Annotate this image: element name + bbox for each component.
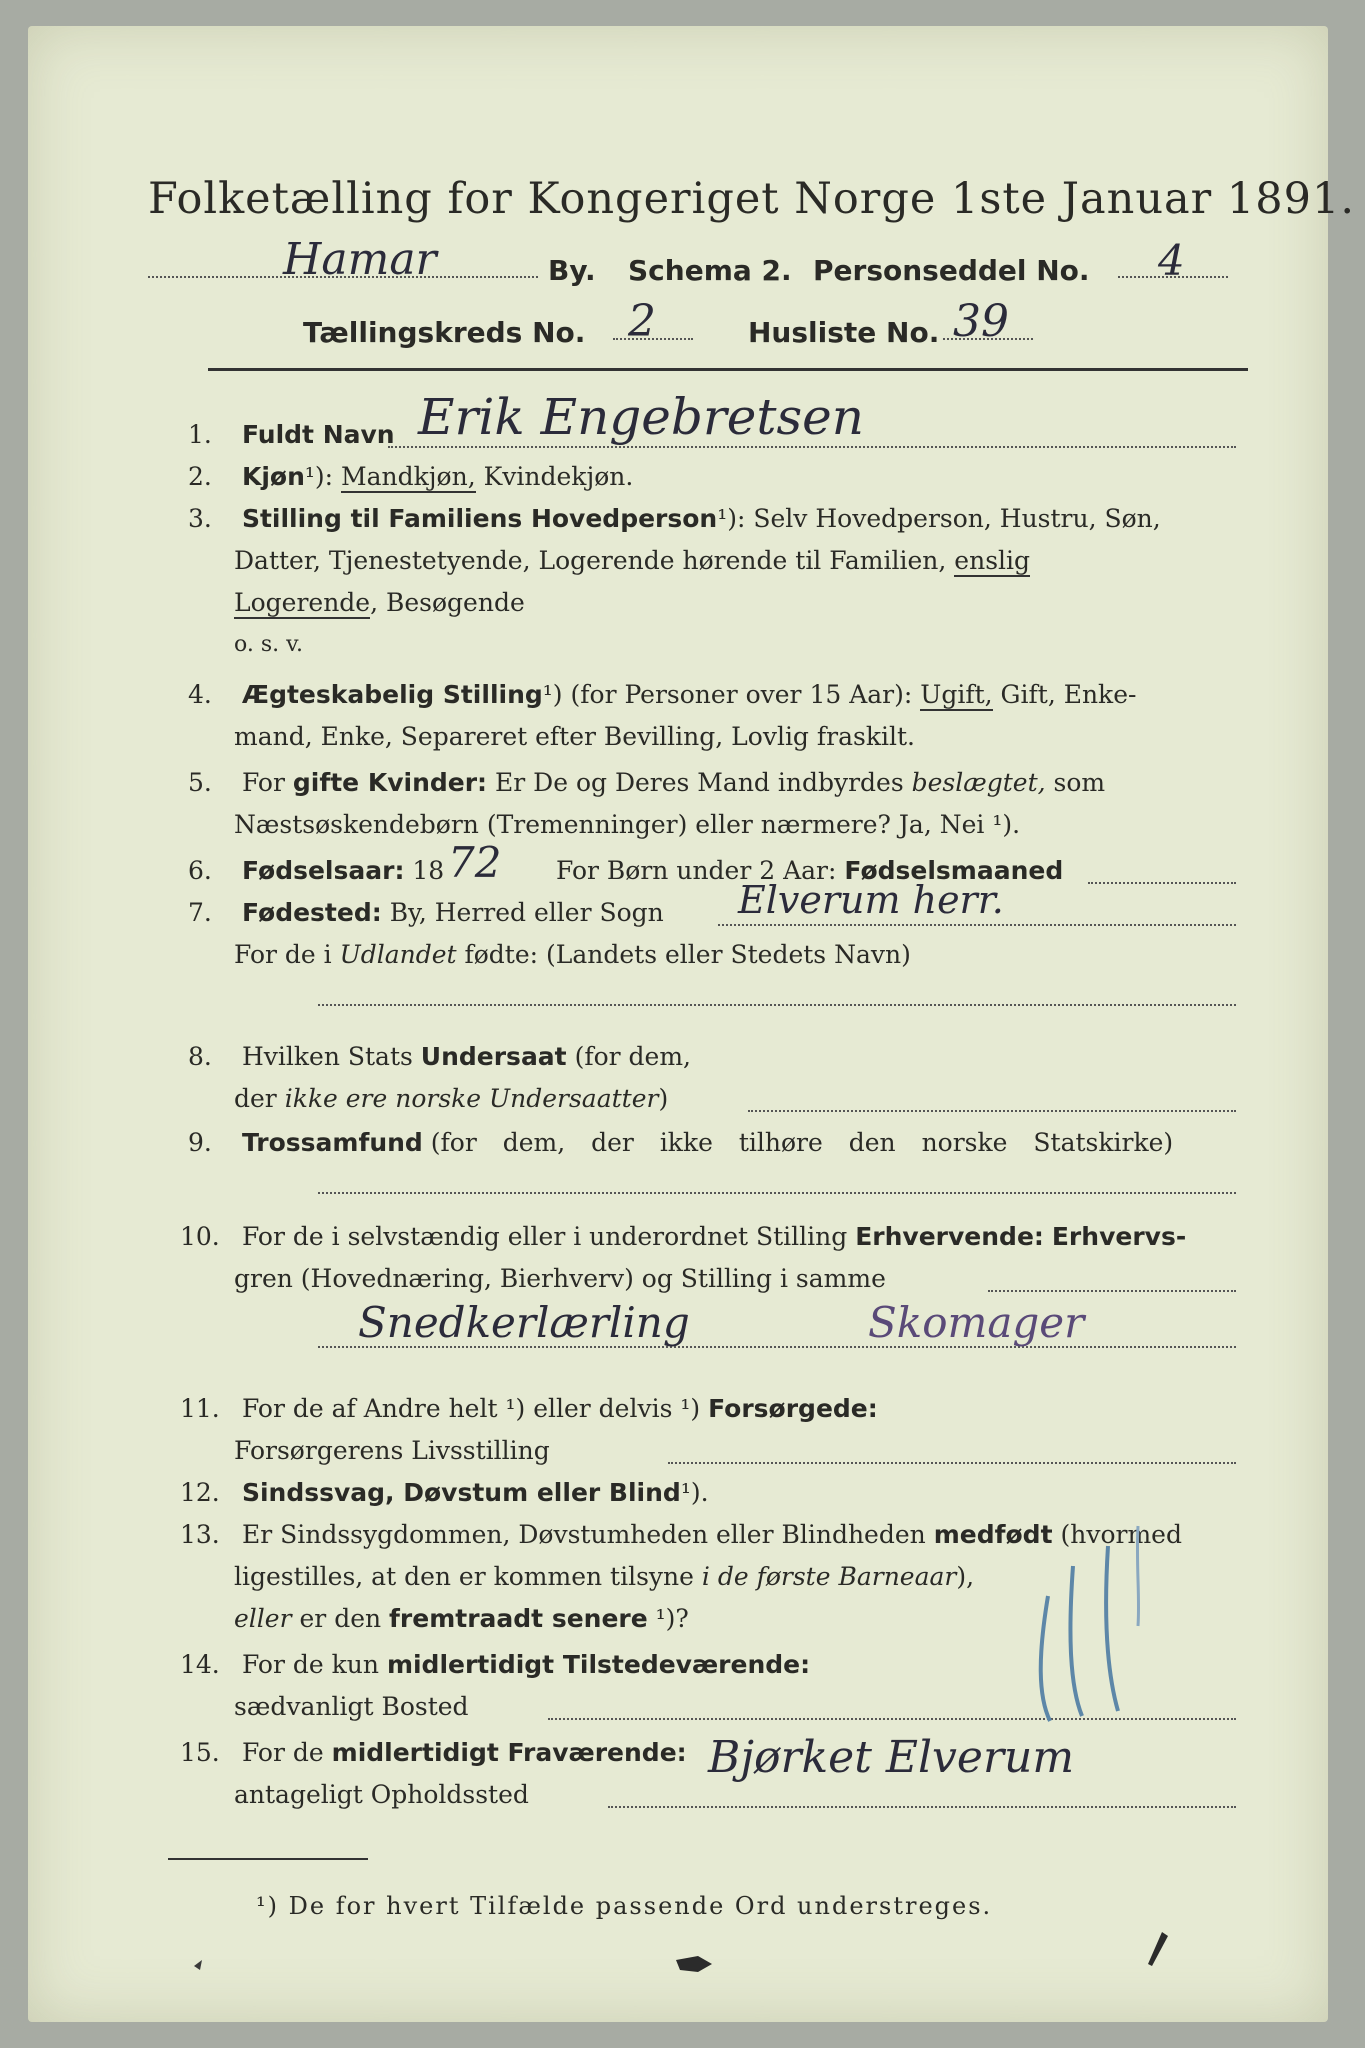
- item-number: 1.: [188, 420, 212, 449]
- item-5-line-2: Næstsøskendebørn (Tremenninger) eller nærmere? Ja, Nei ¹).: [234, 810, 1021, 839]
- occupation-handwritten: Snedkerlærling: [358, 1298, 690, 1347]
- by-label: By.: [548, 254, 596, 287]
- item-text: ),: [956, 1562, 975, 1591]
- item-label: Fødselsaar:: [241, 856, 405, 885]
- item-text: For de i: [234, 940, 332, 969]
- item-label: midlertidigt Fraværende:: [331, 1738, 687, 1767]
- item-2-sex: [188, 462, 633, 491]
- enslig-underlined: enslig: [954, 546, 1031, 575]
- item-11-dots: [668, 1454, 1236, 1464]
- footnote-text: ¹) De for hvert Tilfælde passende Ord understreges.: [256, 1892, 993, 1920]
- item-text: By, Herred eller Sogn: [389, 898, 664, 927]
- item-label: Stilling til Familiens Hovedperson: [241, 504, 718, 533]
- ink-speck: [668, 1946, 728, 1986]
- item-number: 3.: [188, 504, 212, 533]
- item-label: Undersaat: [420, 1042, 567, 1071]
- item-11-supported: [180, 1394, 878, 1423]
- logerende-underlined: Logerende: [234, 588, 371, 617]
- item-15-line-2: antageligt Opholdssted: [234, 1780, 529, 1809]
- husliste-label: Husliste No.: [748, 316, 940, 349]
- footnote-marker: ¹):: [717, 504, 746, 533]
- item-label: fremtraadt senere: [389, 1604, 648, 1633]
- birth-year-prefix: 18: [412, 856, 445, 885]
- item-14-temp-present: [180, 1650, 810, 1679]
- item-13-line-2: [234, 1562, 974, 1591]
- item-text: i de første Barneaar: [701, 1562, 957, 1591]
- item-14-line-2: sædvanligt Bosted: [234, 1692, 469, 1721]
- temp-residence-handwritten: Bjørket Elverum: [708, 1732, 1075, 1783]
- item-8-line-2: [234, 1084, 668, 1113]
- town-handwritten: Hamar: [283, 234, 437, 285]
- item-9-dots: [318, 1184, 1236, 1194]
- item-3-line-2: [234, 546, 1030, 575]
- item-text: ): [658, 1084, 669, 1113]
- item-text: beslægtet,: [911, 768, 1046, 797]
- birthplace-handwritten: Elverum herr.: [738, 878, 1004, 922]
- item-label: gifte Kvinder:: [292, 768, 488, 797]
- item-text: er den: [299, 1604, 382, 1633]
- item-text: eller: [234, 1604, 292, 1633]
- item-text: For de i selvstændig eller i underordnet Stilling: [241, 1222, 848, 1251]
- item-3-line-3: [234, 588, 525, 617]
- sex-option-male-underlined: Mandkjøn,: [341, 462, 476, 491]
- ink-speck-2: [1138, 1926, 1178, 1976]
- header-divider: [208, 368, 1248, 371]
- item-8-dots: [748, 1102, 1236, 1112]
- ink-speck-3: [188, 1952, 218, 1982]
- item-7-birthplace: [188, 898, 664, 927]
- item-3-line-4: o. s. v.: [234, 632, 303, 657]
- item-number: 11.: [180, 1394, 220, 1423]
- item-text: Udlandet: [339, 940, 457, 969]
- census-form-sheet: [28, 26, 1356, 2022]
- footnote-divider: [168, 1858, 368, 1860]
- item-15-dots: [608, 1798, 1236, 1808]
- personseddel-number: 4: [1158, 236, 1185, 285]
- occupation-correction-handwritten: Skomager: [868, 1298, 1085, 1347]
- item-text: (for dem, der ikke tilhøre den norske Statskirke): [430, 1128, 1174, 1157]
- item-text: Selv Hovedperson, Hustru, Søn,: [753, 504, 1161, 533]
- item-9-religion: [188, 1128, 1173, 1157]
- footnote-marker: ¹): [542, 680, 563, 709]
- item-10-occupation: [180, 1222, 1186, 1251]
- item-7-line-2: [234, 940, 911, 969]
- item-number: 6.: [188, 856, 212, 885]
- item-text: Gift, Enke-: [1000, 680, 1137, 709]
- item-text: For: [241, 768, 285, 797]
- item-number: 2.: [188, 462, 212, 491]
- item-number: 13.: [180, 1520, 220, 1549]
- item-number: 9.: [188, 1128, 212, 1157]
- item-text: For de kun: [241, 1650, 379, 1679]
- item-label: Fuldt Navn: [241, 420, 395, 449]
- item-4-line-2: mand, Enke, Separeret efter Bevilling, Lovlig fraskilt.: [234, 722, 915, 751]
- footnote-marker: ¹).: [680, 1478, 709, 1507]
- item-number: 10.: [180, 1222, 220, 1251]
- item-text: Datter, Tjenestetyende, Logerende hørende til Familien,: [234, 546, 947, 575]
- item-number: 14.: [180, 1650, 220, 1679]
- form-title: Folketælling for Kongeriget Norge 1ste Januar 1891.: [148, 174, 1356, 224]
- item-label: Fødested:: [241, 898, 382, 927]
- item-number: 8.: [188, 1042, 212, 1071]
- footnote-marker: ¹)?: [655, 1604, 689, 1633]
- header-kreds-line: [303, 296, 1203, 356]
- item-number: 7.: [188, 898, 212, 927]
- sex-option-female: Kvindekjøn.: [483, 462, 634, 491]
- item-label: medfødt: [933, 1520, 1053, 1549]
- item-text: Er De og Deres Mand indbyrdes: [495, 768, 904, 797]
- item-text: For de: [241, 1738, 324, 1767]
- item-label: Ægteskabelig Stilling: [241, 680, 543, 709]
- item-label: Fødselsmaaned: [844, 856, 1064, 885]
- item-10-line-2: gren (Hovednæring, Bierhverv) og Stilling i samme: [234, 1264, 886, 1293]
- personseddel-label: Personseddel No.: [813, 254, 1090, 287]
- header-town-line: [148, 234, 1248, 292]
- item-text: der: [234, 1084, 277, 1113]
- item-text: som: [1053, 768, 1106, 797]
- taellingskreds-label: Tællingskreds No.: [303, 316, 586, 349]
- item-label: Kjøn: [241, 462, 305, 491]
- item-15-temp-absent: [180, 1738, 687, 1767]
- husliste-number: 39: [953, 296, 1009, 347]
- item-label: midlertidigt Tilstedeværende:: [386, 1650, 811, 1679]
- item-label: Erhvervende:: [855, 1222, 1044, 1251]
- schema-label: Schema 2.: [628, 254, 792, 287]
- item-text: fødte: (Landets eller Stedets Navn): [464, 940, 911, 969]
- ugift-underlined: Ugift,: [920, 680, 993, 709]
- item-text: Er Sindssygdommen, Døvstumheden eller Blindheden: [241, 1520, 926, 1549]
- item-12-disability: [180, 1478, 709, 1507]
- item-number: 5.: [188, 768, 212, 797]
- taellingskreds-number: 2: [628, 296, 656, 347]
- item-5-married-women: [188, 768, 1105, 797]
- item-number: 15.: [180, 1738, 220, 1767]
- item-11-line-2: Forsørgerens Livsstilling: [234, 1436, 550, 1465]
- item-1-full-name: [188, 420, 395, 449]
- full-name-handwritten: Erik Engebretsen: [418, 388, 864, 446]
- item-6-dots: [1088, 874, 1236, 884]
- item-10-dots: [988, 1282, 1236, 1292]
- item-text: (for Personer over 15 Aar):: [570, 680, 913, 709]
- item-text: (for dem,: [574, 1042, 691, 1071]
- item-number: 12.: [180, 1478, 220, 1507]
- item-13-line-3: [234, 1604, 689, 1633]
- item-text: (hvormed: [1060, 1520, 1182, 1549]
- item-6-birth-year: [188, 856, 444, 885]
- item-label: Erhvervs-: [1051, 1222, 1187, 1251]
- birth-year-handwritten: 72: [448, 838, 502, 887]
- blue-pencil-marks: [978, 1506, 1198, 1736]
- footnote-marker: ¹):: [304, 462, 334, 491]
- item-7-foreign-dots: [318, 996, 1236, 1006]
- item-4-marital: [188, 680, 1136, 709]
- item-label: Forsørgede:: [708, 1394, 878, 1423]
- item-3-position: [188, 504, 1161, 533]
- item-text: ikke ere norske Undersaatter: [284, 1084, 659, 1113]
- item-text: Hvilken Stats: [241, 1042, 413, 1071]
- item-text: ligestilles, at den er kommen tilsyne: [234, 1562, 694, 1591]
- item-text: For Børn under 2 Aar:: [556, 856, 837, 885]
- item-text: , Besøgende: [370, 588, 525, 617]
- item-label: Sindssvag, Døvstum eller Blind: [241, 1478, 681, 1507]
- item-text: For de af Andre helt ¹) eller delvis ¹): [241, 1394, 701, 1423]
- item-number: 4.: [188, 680, 212, 709]
- item-label: Trossamfund: [241, 1128, 423, 1157]
- item-8-citizenship: [188, 1042, 691, 1071]
